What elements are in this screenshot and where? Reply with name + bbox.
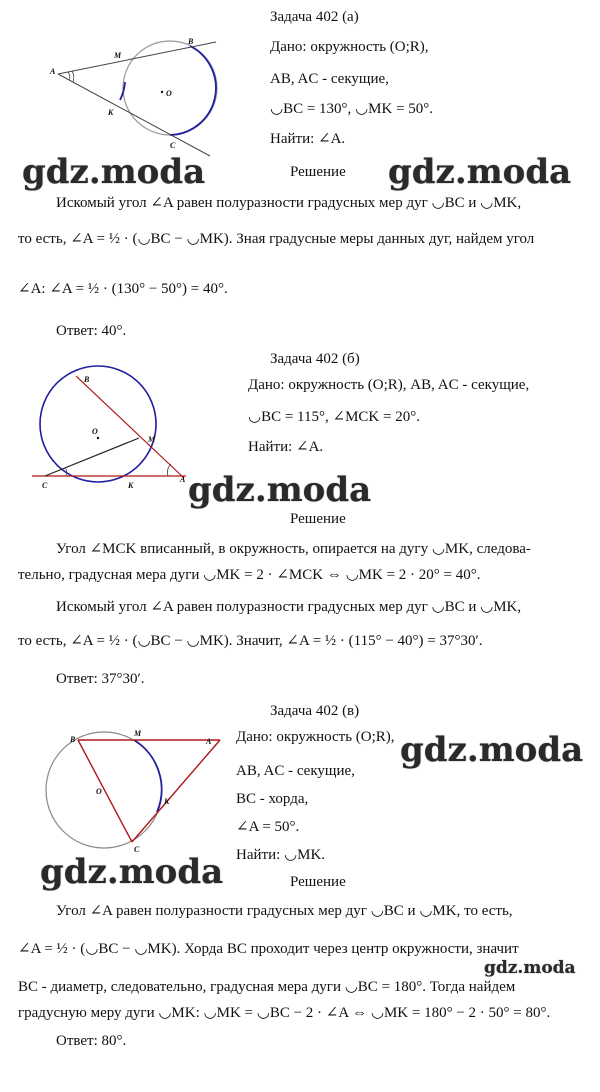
task-c-line-3: BC - диаметр, следовательно, градусная мера дуги ◡BC = 180°. Тогда найдем bbox=[18, 979, 516, 995]
task-a-given-4: Найти: ∠A. bbox=[270, 131, 346, 147]
label-c-A: A bbox=[206, 737, 212, 746]
label-c-O: O bbox=[96, 787, 102, 796]
task-c-given-2: AB, AC - секущие, bbox=[236, 763, 355, 779]
label-b-A: A bbox=[180, 475, 186, 484]
label-b-C: C bbox=[42, 481, 48, 490]
task-a-answer: Ответ: 40°. bbox=[56, 323, 127, 339]
task-c-line-1: Угол ∠A равен полуразности градусных мер дуг ◡BC и ◡MK, то есть, bbox=[56, 903, 513, 919]
diagram-a bbox=[40, 30, 230, 160]
task-b-line-4: то есть, ∠A = ½ · (◡BC − ◡MK). Значит, ∠A = ½ · (115° − 40°) = 37°30′. bbox=[18, 633, 483, 649]
task-b-solution-header: Решение bbox=[290, 511, 346, 527]
task-c-given-1: Дано: окружность (O;R), bbox=[236, 729, 395, 745]
label-b-B: B bbox=[84, 375, 90, 384]
task-c-line-2: ∠A = ½ · (◡BC − ◡MK). Хорда BC проходит через центр окружности, значит bbox=[18, 941, 519, 957]
watermark: gdz.moda bbox=[40, 852, 224, 892]
task-b-line-2: тельно, градусная мера дуги ◡MK = 2 · ∠MCK ⇔ ◡MK = 2 · 20° = 40°. bbox=[18, 567, 481, 583]
task-c-given-3: BC - хорда, bbox=[236, 791, 309, 807]
label-a-C: C bbox=[170, 141, 176, 150]
task-c-title: Задача 402 (в) bbox=[270, 703, 360, 719]
label-a-B: B bbox=[188, 37, 194, 46]
task-a-given-1: Дано: окружность (O;R), bbox=[270, 39, 429, 55]
task-b-answer: Ответ: 37°30′. bbox=[56, 671, 145, 687]
task-a-title: Задача 402 (а) bbox=[270, 9, 359, 25]
task-b-line-1: Угол ∠MCK вписанный, в окружность, опирается на дугу ◡MK, следова- bbox=[56, 541, 531, 557]
task-a-given-3: ◡BC = 130°, ◡MK = 50°. bbox=[270, 101, 434, 117]
task-c-solution-header: Решение bbox=[290, 874, 346, 890]
diagram-b bbox=[28, 372, 208, 492]
task-a-line-2: то есть, ∠A = ½ · (◡BC − ◡MK). Зная градусные меры данных дуг, найдем угол bbox=[18, 231, 535, 247]
label-c-M: M bbox=[134, 729, 142, 738]
watermark: gdz.moda bbox=[400, 730, 584, 770]
label-b-O: O bbox=[92, 427, 98, 436]
task-b-given-3: Найти: ∠A. bbox=[248, 439, 324, 455]
watermark: gdz.moda bbox=[388, 152, 572, 192]
label-a-M: M bbox=[114, 51, 122, 60]
task-c-line-4: градусную меру дуги ◡MK: ◡MK = ◡BC − 2 · ∠A ⇔ ◡MK = 180° − 2 · 50° = 80°. bbox=[18, 1005, 551, 1021]
label-a-O: O bbox=[166, 89, 172, 98]
label-b-M: M bbox=[148, 435, 156, 444]
task-a-given-2: AB, AC - секущие, bbox=[270, 71, 389, 87]
label-a-A: A bbox=[50, 67, 56, 76]
task-b-given-1: Дано: окружность (O;R), AB, AC - секущие, bbox=[248, 377, 530, 393]
task-c-answer: Ответ: 80°. bbox=[56, 1033, 127, 1049]
task-a-line-3: ∠A: ∠A = ½ · (130° − 50°) = 40°. bbox=[18, 281, 228, 297]
task-a-solution-header: Решение bbox=[290, 164, 346, 180]
task-b-given-2: ◡BC = 115°, ∠MCK = 20°. bbox=[248, 409, 420, 425]
watermark: gdz.moda bbox=[188, 470, 372, 510]
task-a-line-1: Искомый угол ∠A равен полуразности градусных мер дуг ◡BC и ◡MK, bbox=[56, 195, 522, 211]
task-c-given-4: ∠A = 50°. bbox=[236, 819, 300, 835]
task-b-line-3: Искомый угол ∠A равен полуразности градусных мер дуг ◡BC и ◡MK, bbox=[56, 599, 522, 615]
label-c-C: C bbox=[134, 845, 140, 854]
task-b-title: Задача 402 (б) bbox=[270, 351, 360, 367]
watermark: gdz.moda bbox=[484, 958, 576, 978]
label-c-K: K bbox=[164, 797, 170, 806]
label-a-K: K bbox=[108, 108, 114, 117]
diagram-c bbox=[50, 724, 240, 864]
label-c-B: B bbox=[70, 735, 76, 744]
watermark: gdz.moda bbox=[22, 152, 206, 192]
label-b-K: K bbox=[128, 481, 134, 490]
task-c-given-5: Найти: ◡MK. bbox=[236, 847, 326, 863]
